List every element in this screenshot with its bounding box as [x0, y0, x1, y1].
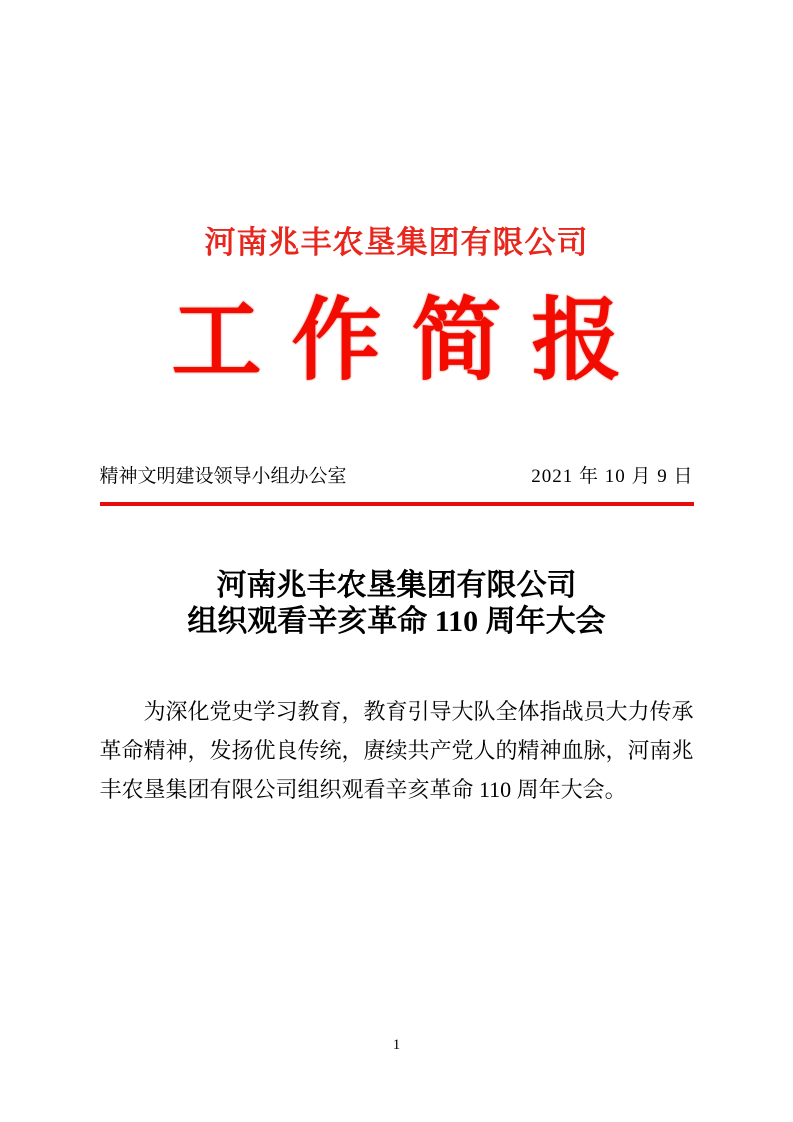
article-title [100, 568, 694, 640]
article-body: 为深化党史学习教育，教育引导大队全体指战员大力传承革命精神，发扬优良传统，赓续共产党人的精神血脉，河南兆丰农垦集团有限公司组织观看辛亥革命 110 周年大会。 [99, 699, 694, 802]
masthead-title: 工作简报 [171, 292, 652, 391]
meta-row [100, 464, 694, 490]
issue-date: 2021 年 10 月 9 日 [531, 466, 694, 487]
article-title-line1: 河南兆丰农垦集团有限公司 [216, 569, 577, 602]
article-title-line2: 组织观看辛亥革命 110 周年大会 [187, 605, 606, 638]
company-name: 河南兆丰农垦集团有限公司 [204, 225, 589, 260]
document-content [100, 0, 694, 809]
page-number: 1 [392, 1037, 401, 1053]
red-divider [100, 502, 694, 506]
issuing-office: 精神文明建设领导小组办公室 [99, 466, 347, 487]
